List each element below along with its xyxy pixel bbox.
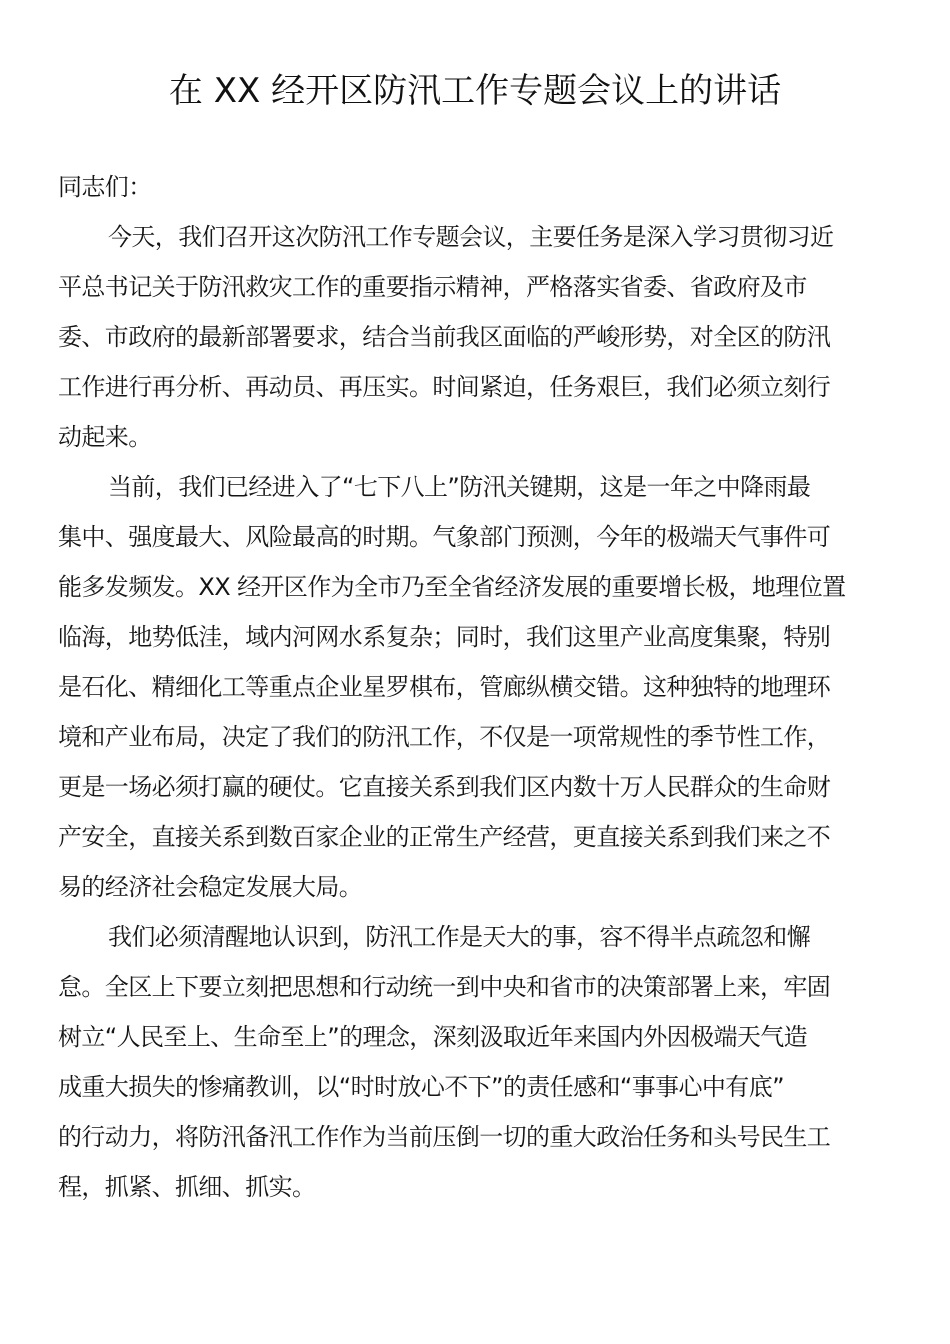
paragraph-line: 树立“人民至上、生命至上”的理念，深刻汲取近年来国内外因极端天气造: [58, 1023, 808, 1051]
paragraph-2: [58, 462, 898, 912]
paragraph-line: 更是一场必须打赢的硬仗。它直接关系到我们区内数十万人民群众的生命财: [58, 773, 831, 801]
paragraph-line: 今天，我们召开这次防汛工作专题会议，主要任务是深入学习贯彻习近: [108, 223, 834, 251]
salutation: 同志们：: [58, 173, 152, 201]
paragraph-line: 是石化、精细化工等重点企业星罗棋布，管廊纵横交错。这种独特的地理环: [58, 673, 831, 701]
paragraph-line: 委、市政府的最新部署要求，结合当前我区面临的严峻形势，对全区的防汛: [58, 323, 831, 351]
paragraph-line: 境和产业布局，决定了我们的防汛工作，不仅是一项常规性的季节性工作，: [58, 723, 831, 751]
paragraph-line: 当前，我们已经进入了“七下八上”防汛关键期，这是一年之中降雨最: [108, 473, 811, 501]
paragraph-line: 临海，地势低洼，域内河网水系复杂；同时，我们这里产业高度集聚，特别: [58, 623, 831, 651]
paragraph-line: 能多发频发。XX 经开区作为全市乃至全省经济发展的重要增长极，地理位置: [58, 573, 846, 601]
paragraph-line: 怠。全区上下要立刻把思想和行动统一到中央和省市的决策部署上来，牢固: [58, 973, 831, 1001]
paragraph-3: [58, 912, 898, 1212]
paragraph-line: 易的经济社会稳定发展大局。: [58, 873, 363, 901]
paragraph-line: 平总书记关于防汛救灾工作的重要指示精神，严格落实省委、省政府及市: [58, 273, 807, 301]
paragraph-line: 动起来。: [58, 423, 152, 451]
paragraph-line: 的行动力，将防汛备汛工作作为当前压倒一切的重大政治任务和头号民生工: [58, 1123, 831, 1151]
paragraph-line: 产安全，直接关系到数百家企业的正常生产经营，更直接关系到我们来之不: [58, 823, 831, 851]
paragraph-line: 集中、强度最大、风险最高的时期。气象部门预测，今年的极端天气事件可: [58, 523, 831, 551]
paragraph-line: 我们必须清醒地认识到，防汛工作是天大的事，容不得半点疏忽和懈: [108, 923, 810, 951]
paragraph-1: [58, 212, 898, 462]
document-body: [58, 162, 898, 1212]
paragraph-line: 成重大损失的惨痛教训，以“时时放心不下”的责任感和“事事心中有底”: [58, 1073, 784, 1101]
paragraph-line: 程，抓紧、抓细、抓实。: [58, 1173, 316, 1201]
document-title: 在 XX 经开区防汛工作专题会议上的讲话: [168, 71, 782, 111]
paragraph-line: 工作进行再分析、再动员、再压实。时间紧迫，任务艰巨，我们必须立刻行: [58, 373, 831, 401]
